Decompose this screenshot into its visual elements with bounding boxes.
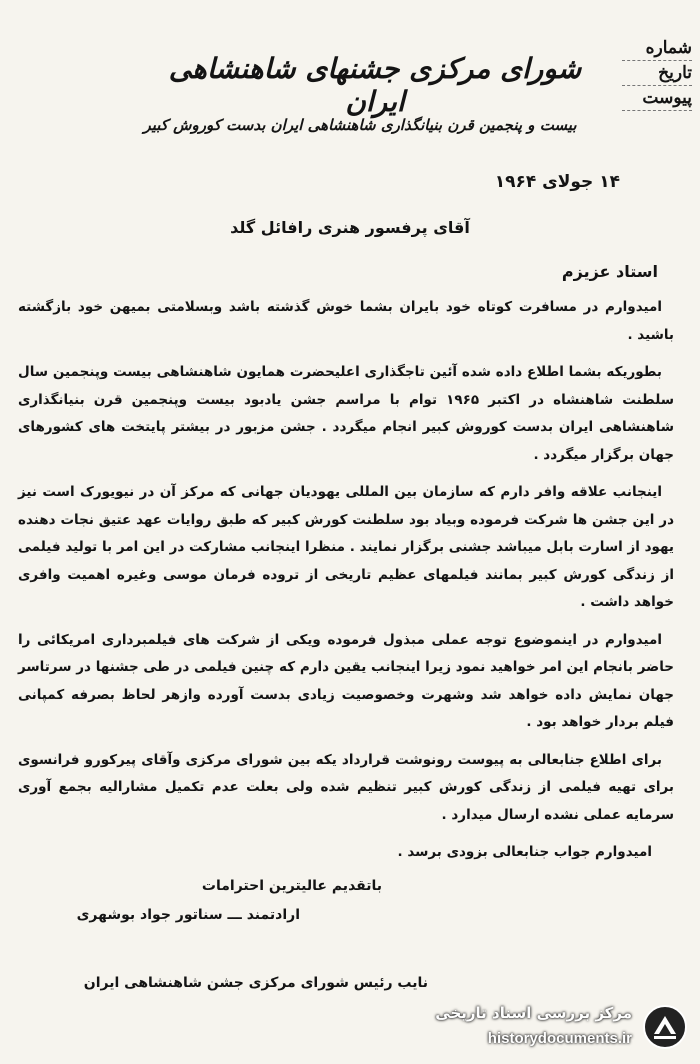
- letterhead-subtitle: بیست و پنجمین قرن بنیانگذاری شاهنشاهی ایران بدست کوروش کبیر: [143, 116, 577, 134]
- letter-recipient: آقای پرفسور هنری رافائل گلد: [230, 218, 470, 237]
- closing-regards: باتقدیم عالیترین احترامات: [201, 878, 382, 894]
- meta-attachment-label: پیوست: [622, 86, 692, 111]
- watermark-en: historydocuments.ir: [487, 1030, 632, 1047]
- letterhead-meta: [622, 36, 692, 111]
- letterhead-title: شورای مرکزی جشنهای شاهنشاهی ایران: [168, 52, 582, 118]
- meta-date-label: تاریخ: [622, 61, 692, 86]
- signer-name: سناتور جواد بوشهری: [76, 907, 223, 923]
- meta-number-label: شماره: [622, 36, 692, 61]
- watermark-fa: مرکز بررسی اسناد تاریخی: [435, 1004, 632, 1022]
- letter-body: [18, 294, 674, 877]
- paragraph-2: بطوریکه بشما اطلاع داده شده آئین تاجگذاری اعلیحضرت همایون شاهنشاهی بیست وپنجمین سال سلطنت شاهنشاه در اکتبر ۱۹۶۵ توام با مراسم جشن یادبود بیست وپنجمین قرن بنیانگذاری شاهنشاهی ایران بدست کوروش کبیر انجام میگردد . جشن مزبور در بیشتر پایتخت های کشورهای جهان برگزار میگردد .: [18, 364, 674, 463]
- letter-salutation: استاد عزیزم: [561, 262, 658, 281]
- paragraph-3: اینجانب علاقه وافر دارم که سازمان بین المللی یهودیان جهانی که مرکز آن در نیویورک است نیز در این جشن ها شرکت فرموده وبیاد بود سلطنت کورش کبیر که طبق روایات عهد عتیق نجات دهنده یهود از اسارت بابل میباشد جشنی برگزار نمایند . منظرا اینجانب مشارکت در این امر با تولید فیلمی از زندگی کورش کبیر بمانند فیلمهای عظیم تاریخی از تروده فرمان موسی وغیره اهمیت وافری خواهد داشت .: [18, 484, 674, 610]
- watermark: [432, 1000, 694, 1058]
- paragraph-4: امیدوارم در اینموضوع توجه عملی مبذول فرموده ویکی از شرکت های فیلمبرداری امریکائی را حاضر بانجام این امر خواهید نمود زیرا اینجانب یقین دارم که چنین فیلمی در طی جشنها در سرتاسر جهان نمایش داده خواهد شد وشهرت وخصوصیت زیادی بدست آورده وازهر لحاظ بصرفه کمپانی فیلم بردار خواهد بود .: [18, 631, 674, 730]
- closing-sincerely: [77, 907, 300, 923]
- signer-title: نایب رئیس شورای مرکزی جشن شاهنشاهی ایران: [83, 975, 428, 991]
- archive-logo-icon: [642, 1004, 688, 1050]
- paragraph-5: برای اطلاع جنابعالی به پیوست رونوشت قرارداد یکه بین شورای مرکزی وآقای پیرکورو فرانسوی برای تهیه فیلمی از زندگی کورش کبیر تنظیم شده ولی بعلت عدم تکمیل مشارالیه بجمع آوری سرمایه عملی نشده ارسال میدارد .: [18, 751, 674, 823]
- letter-date: ۱۴ جولای ۱۹۶۴: [494, 172, 620, 192]
- closing-sincerely-label: ارادتمند ـــ: [227, 907, 300, 923]
- paragraph-1: امیدوارم در مسافرت کوتاه خود بایران بشما خوش گذشته باشد وبسلامتی بمیهن خود بازگشته باشید .: [18, 299, 674, 343]
- paragraph-6: امیدوارم جواب جنابعالی بزودی برسد .: [397, 844, 652, 860]
